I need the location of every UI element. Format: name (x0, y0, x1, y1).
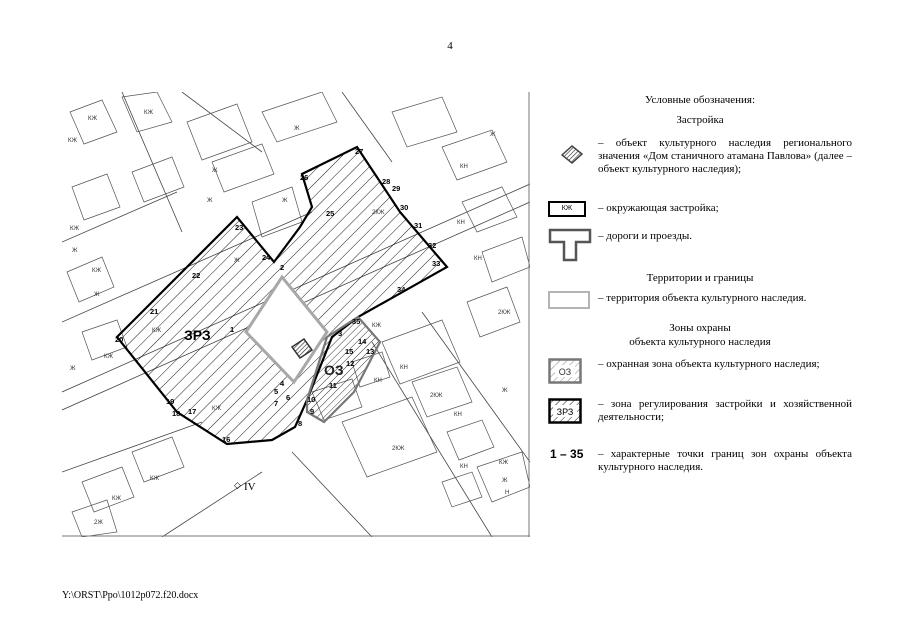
page-number: 4 (447, 40, 453, 52)
point-label: 1 (230, 325, 235, 334)
building-label: КЖ (144, 110, 154, 116)
point-label: 15 (345, 347, 354, 356)
point-label: 33 (432, 259, 441, 268)
legend-section-zones-2: объекта культурного наследия (629, 336, 771, 348)
legend-section-building: Застройка (676, 114, 724, 126)
building-label: КН (460, 164, 468, 170)
building-label: КЖ (372, 323, 382, 329)
point-label: 6 (286, 393, 291, 402)
map-svg (62, 92, 530, 537)
building-label: Н (505, 490, 510, 496)
rz-symbol-icon (548, 398, 582, 424)
heritage-symbol-icon (556, 143, 586, 165)
building-label: КЖ (150, 476, 160, 482)
zone-oz-label: ОЗ (324, 362, 344, 378)
building-label: Ж (234, 258, 240, 264)
point-label: 25 (326, 209, 335, 218)
legend-points-text: – характерные точки границ зон охраны объекта культурного наследия. (598, 448, 852, 473)
point-label: 3 (338, 329, 343, 338)
point-label: 4 (280, 379, 285, 388)
point-label: 2 (280, 263, 285, 272)
territory-symbol-icon (548, 291, 590, 309)
roman-label: IV (244, 481, 256, 493)
building-label: КЖ (212, 406, 222, 412)
point-label: 23 (235, 223, 244, 232)
point-label: 18 (172, 409, 181, 418)
building-label: 2КЖ (392, 446, 405, 452)
building-label: Ж (502, 388, 508, 394)
point-label: 5 (274, 387, 279, 396)
diamond-marker-icon: ◇ (234, 481, 241, 491)
building-label: КН (374, 378, 382, 384)
point-label: 20 (115, 335, 124, 344)
building-label: 2Ж (94, 520, 103, 526)
building-label: Ж (94, 292, 100, 298)
legend-title: Условные обозначения: (644, 94, 756, 106)
point-label: 14 (358, 337, 367, 346)
building-label: КЖ (92, 268, 102, 274)
legend-rz-text: – зона регулирования застройки и хозяйственной деятельности; (598, 398, 852, 423)
point-label: 30 (400, 203, 409, 212)
legend-territory-text: – территория объекта культурного наследия. (598, 292, 807, 304)
points-symbol: 1 – 35 (550, 447, 584, 461)
point-label: 8 (298, 419, 303, 428)
building-label: КЖ (70, 226, 80, 232)
building-label: Ж (282, 198, 288, 204)
point-label: 26 (300, 173, 309, 182)
building-label: Ж (502, 478, 508, 484)
point-label: 35 (352, 317, 361, 326)
point-label: 22 (192, 271, 201, 280)
point-label: 19 (166, 397, 175, 406)
legend-surrounding-text: – окружающая застройка; (598, 202, 719, 214)
point-label: 24 (262, 253, 271, 262)
oz-symbol-label: ОЗ (558, 367, 572, 377)
point-label: 17 (188, 407, 197, 416)
point-label: 13 (366, 347, 375, 356)
building-label: КЖ (112, 496, 122, 502)
point-label: 29 (392, 184, 401, 193)
building-label: Ж (70, 366, 76, 372)
building-label: 2КЖ (498, 310, 511, 316)
legend-oz-text: – охранная зона объекта культурного наследия; (598, 358, 820, 370)
building-label: Ж (212, 168, 218, 174)
road-symbol-icon (548, 228, 592, 262)
point-label: 10 (307, 395, 316, 404)
point-label: 9 (310, 407, 315, 416)
building-label: Ж (207, 198, 213, 204)
point-label: 31 (414, 221, 423, 230)
building-label: Ж (490, 132, 496, 138)
footer-file-path: Y:\ORST\Ppo\1012p072.f20.docx (62, 590, 199, 601)
legend-roads-text: – дороги и проезды. (598, 230, 693, 242)
legend-section-territories: Территории и границы (646, 272, 754, 284)
legend-heritage-text: – объект культурного наследия регионального значения «Дом станичного атамана Павлова» (далее – объект культурного наследия); (598, 137, 852, 175)
point-label: 7 (274, 399, 279, 408)
building-label: КН (474, 256, 482, 262)
building-label: КН (457, 220, 465, 226)
site-plan-map (62, 92, 530, 537)
point-label: 28 (382, 177, 391, 186)
point-label: 11 (329, 381, 337, 390)
building-label: Ж (294, 126, 300, 132)
surrounding-symbol: КЖ (548, 201, 586, 217)
point-label: 34 (397, 285, 406, 294)
point-label: 16 (222, 435, 231, 444)
building-label: 2КЖ (430, 393, 443, 399)
point-label: 32 (428, 241, 437, 250)
building-label: Ж (72, 248, 78, 254)
zone-rz-label: ЗРЗ (184, 327, 211, 343)
point-label: 21 (150, 307, 159, 316)
building-label: КЖ (88, 116, 98, 122)
building-label: КН (454, 412, 462, 418)
building-label: КЖ (68, 138, 78, 144)
building-label: КЖ (152, 328, 162, 334)
point-label: 12 (346, 359, 355, 368)
legend-section-zones-1: Зоны охраны (669, 322, 731, 334)
building-label: КЖ (499, 460, 509, 466)
building-label: КЖ (104, 354, 114, 360)
building-label: КН (400, 365, 408, 371)
rz-symbol-label: ЗРЗ (556, 407, 574, 417)
point-label: 27 (355, 147, 364, 156)
building-label: 2КЖ (372, 210, 385, 216)
oz-symbol-icon (548, 358, 582, 384)
building-label: КН (460, 464, 468, 470)
